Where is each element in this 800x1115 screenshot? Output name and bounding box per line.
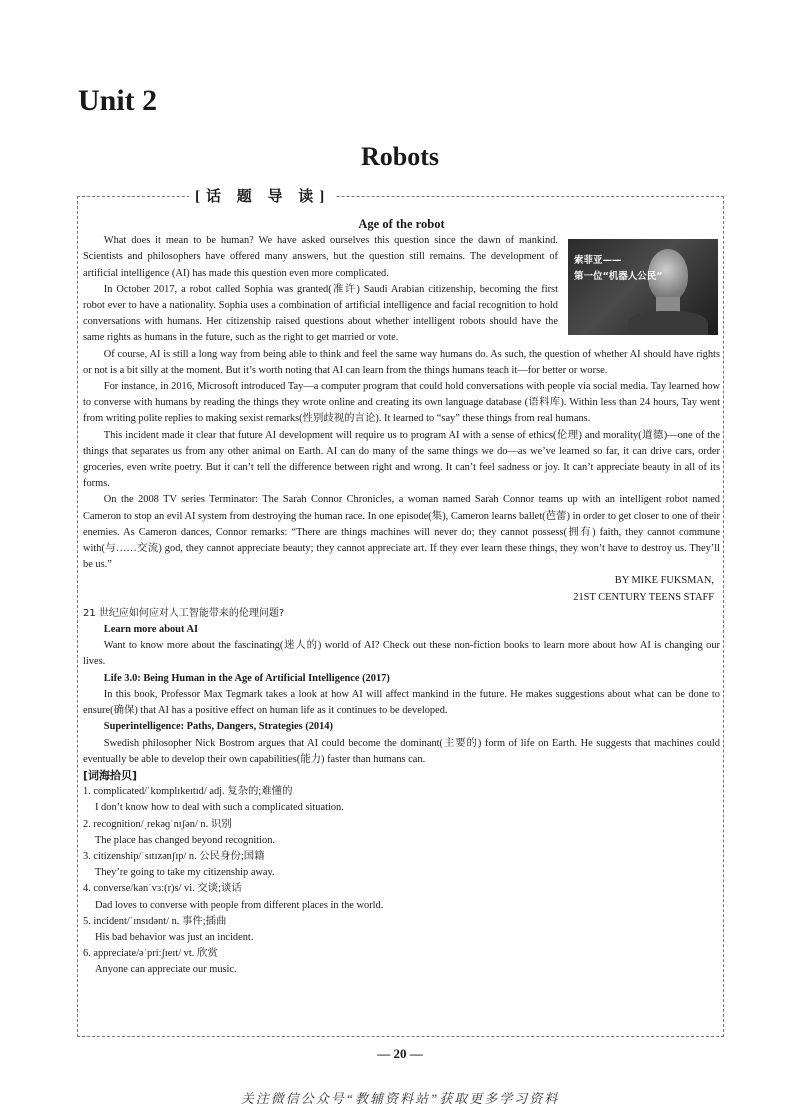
book-1-text: In this book, Professor Max Tegmark takes a look at how AI will affect mankind in the future. He makes suggestions about what can be done to ensure(确保) that AI has a positive effect on human life as it continues to be developed. bbox=[83, 688, 720, 717]
vocab-example: Dad loves to converse with people from different places in the world. bbox=[95, 899, 384, 911]
learn-more-intro: Want to know more about the fascinating(迷人的) world of AI? Check out these non-fiction books to learn more about how AI is changing our lives. bbox=[83, 640, 720, 668]
sophia-photo bbox=[568, 239, 718, 335]
unit-title: Unit 2 bbox=[78, 84, 158, 117]
discussion-question: 21 世纪应如何应对人工智能带来的伦理问题? bbox=[83, 607, 285, 619]
vocab-entry: 3. citizenship/ˈsɪtɪzənʃɪp/ n. 公民身份;国籍 bbox=[83, 850, 265, 862]
vocab-example: I don’t know how to deal with such a complicated situation. bbox=[95, 802, 344, 814]
vocab-example: The place has changed beyond recognition. bbox=[95, 834, 276, 846]
page-number: — 20 — bbox=[377, 1046, 423, 1061]
vocab-heading: [词海拾贝] bbox=[83, 768, 138, 782]
content bbox=[83, 216, 720, 979]
article-paragraph-6: On the 2008 TV series Terminator: The Sarah Connor Chronicles, a woman named Sarah Connor teams up with an intelligent robot named Cameron to stop an evil AI system from destroying the human race. In one episode(集), Cameron learns ballet(芭蕾) in order to get closer to one of their enemies. As Cameron dances, Connor remarks: “There are things machines will never do; they cannot possess(拥有) faith, they cannot commune with(与……交流) god, they cannot appreciate beauty; they cannot appreciate art. If they ever learn these things, they won’t have to destroy us. They’ll be us.” bbox=[83, 494, 720, 571]
article-paragraph-3: Of course, AI is still a long way from being able to think and feel the same way humans do. As such, the question of whether AI should have rights or not is a bit silly at the moment. But it’s worth noting that AI can learn from the things humans teach it—for better or worse. bbox=[83, 348, 720, 376]
vocab-example: His bad behavior was just an incident. bbox=[95, 931, 254, 943]
byline-author: BY MIKE FUKSMAN, bbox=[614, 575, 714, 587]
article-paragraph-5: This incident made it clear that future AI development will require us to program AI with a sense of ethics(伦理) and morality(道德)—one of the things that separates us from any other animal on Earth. AI can do many of the same things we do—as we’ve learned so far, it can drive cars, order groceries, even write poetry. But it can’t tell the difference between right and wrong. It can’t feel sadness or joy. It can’t appreciate beauty in all of its forms. bbox=[83, 429, 720, 490]
article-paragraph-1: What does it mean to be human? We have asked ourselves this question since the dawn of mankind. Scientists and philosophers have offered many answers, but the question still remains. The development of artificial intelligence (AI) has made this question even more complicated. bbox=[83, 235, 558, 279]
vocab-entry: 2. recognition/ˌrekəɡˈnɪʃən/ n. 识别 bbox=[83, 818, 232, 830]
article-title: Age of the robot bbox=[358, 217, 445, 231]
learn-more-heading: Learn more about AI bbox=[103, 624, 198, 636]
vocab-entry: 4. converse/kənˈvɜː(r)s/ vi. 交谈;谈话 bbox=[83, 883, 242, 895]
book-2-text: Swedish philosopher Nick Bostrom argues that AI could become the dominant(主要的) form of life on Earth. He suggests that machines could eventually be able to develop their own capabilities(能力) faster than humans can. bbox=[83, 737, 720, 765]
article-paragraph-2: In October 2017, a robot called Sophia was granted(准许) Saudi Arabian citizenship, becoming the first robot ever to have a nationality. Sophia uses a combination of artificial intelligence and facial recognition to hold conversations with humans. Her citizenship raised questions about whether intelligent robots should have the same rights as humans in the future, such as the right to get married or vote. bbox=[83, 283, 558, 344]
vocab-example: Anyone can appreciate our music. bbox=[95, 964, 237, 976]
page-title bbox=[0, 142, 800, 172]
byline-staff: 21ST CENTURY TEENS STAFF bbox=[573, 591, 714, 603]
section-label: [话 题 导 读] bbox=[189, 185, 336, 206]
vocab-entry: 6. appreciate/əˈpriːʃɪeɪt/ vt. 欣赏 bbox=[83, 948, 218, 960]
vocab-example: They’re going to take my citizenship away. bbox=[95, 867, 275, 879]
photo-caption-1: 索菲亚—— bbox=[574, 255, 622, 267]
page-title-text: Robots bbox=[360, 142, 439, 171]
article-paragraph-4: For instance, in 2016, Microsoft introduced Tay—a computer program that could hold conversations with people via social media. Tay learned how to converse with humans by reading the things they wrote online and creating its own language database (语料库). Within less than 24 hours, Tay went from writing polite replies to making sexist remarks(性别歧视的言论). It learned to “say” these things from real humans. bbox=[83, 381, 720, 425]
vocab-entry: 5. incident/ˈɪnsɪdənt/ n. 事件;插曲 bbox=[83, 915, 227, 927]
robot-shoulder-shape bbox=[628, 311, 708, 335]
footer-note: 关注微信公众号“教辅资料站”获取更多学习资料 bbox=[240, 1091, 560, 1106]
vocab-entry: 1. complicated/ˈkɒmplɪkeɪtɪd/ adj. 复杂的;难懂的 bbox=[83, 786, 293, 798]
book-2-title: Superintelligence: Paths, Dangers, Strategies (2014) bbox=[103, 721, 333, 733]
photo-caption-2: 第一位“机器人公民” bbox=[574, 271, 663, 283]
book-1-title: Life 3.0: Being Human in the Age of Artificial Intelligence (2017) bbox=[103, 672, 390, 684]
